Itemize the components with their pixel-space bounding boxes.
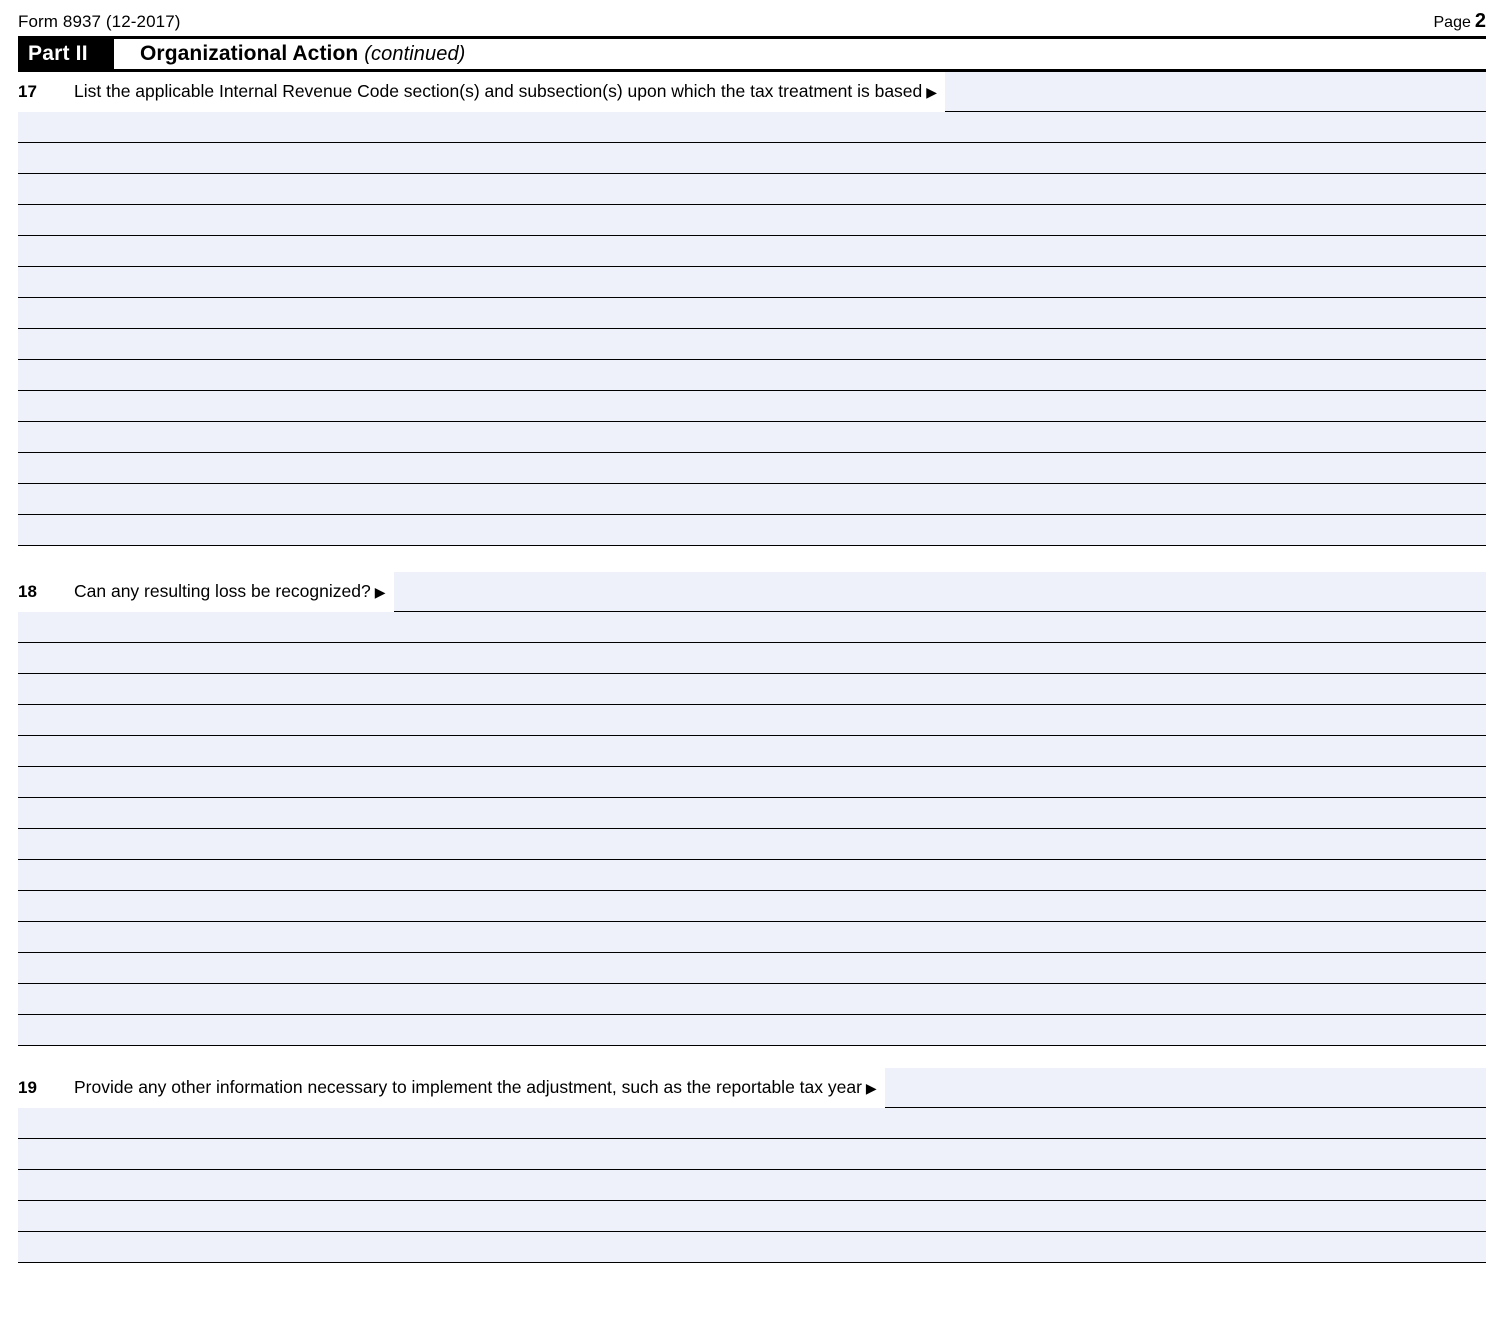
question-17-line-1[interactable] xyxy=(18,112,1486,143)
question-19-label: Provide any other information necessary to implement the adjustment, such as the reportable tax year xyxy=(74,1077,862,1097)
question-18-number: 18 xyxy=(18,582,37,601)
question-17-line-7[interactable] xyxy=(18,298,1486,329)
question-19-line-2[interactable] xyxy=(18,1139,1486,1170)
question-18-label: Can any resulting loss be recognized? xyxy=(74,581,371,601)
question-17-first-line xyxy=(18,72,1486,112)
question-17-line-2[interactable] xyxy=(18,143,1486,174)
question-18-line-8[interactable] xyxy=(18,829,1486,860)
question-17-number: 17 xyxy=(18,82,37,101)
part-title-continued: (continued) xyxy=(364,43,466,65)
arrow-icon: ▶ xyxy=(926,84,938,100)
question-18-line-12[interactable] xyxy=(18,953,1486,984)
question-19-text xyxy=(74,1076,877,1108)
question-19-first-line xyxy=(18,1068,1486,1108)
page-number: 2 xyxy=(1474,10,1486,32)
question-17-label: List the applicable Internal Revenue Code section(s) and subsection(s) upon which the tax treatment is based xyxy=(74,81,923,101)
question-19-line-3[interactable] xyxy=(18,1170,1486,1201)
question-18-line-9[interactable] xyxy=(18,860,1486,891)
question-19-input[interactable] xyxy=(885,1068,1486,1108)
question-17-line-14[interactable] xyxy=(18,515,1486,546)
page-number-label xyxy=(1434,10,1487,33)
question-18-text xyxy=(74,580,386,612)
question-18-line-10[interactable] xyxy=(18,891,1486,922)
question-17-line-8[interactable] xyxy=(18,329,1486,360)
part-tag: Part II xyxy=(18,39,114,69)
question-18-line-14[interactable] xyxy=(18,1015,1486,1046)
spacer-after-question-17 xyxy=(18,546,1486,572)
part-header-bar xyxy=(18,36,1486,72)
question-18-line-1[interactable] xyxy=(18,612,1486,643)
question-17-text xyxy=(74,80,937,112)
page-header xyxy=(18,0,1486,34)
question-19-line-5[interactable] xyxy=(18,1232,1486,1263)
part-title-text: Organizational Action xyxy=(140,42,359,65)
question-18-line-13[interactable] xyxy=(18,984,1486,1015)
question-17-line-12[interactable] xyxy=(18,453,1486,484)
question-17-input[interactable] xyxy=(945,72,1486,112)
question-18 xyxy=(18,572,1486,1046)
arrow-icon: ▶ xyxy=(865,1080,877,1096)
question-19 xyxy=(18,1068,1486,1263)
page-word: Page xyxy=(1433,14,1471,31)
question-18-line-7[interactable] xyxy=(18,798,1486,829)
question-19-number: 19 xyxy=(18,1078,37,1097)
question-18-line-3[interactable] xyxy=(18,674,1486,705)
question-18-line-4[interactable] xyxy=(18,705,1486,736)
part-title xyxy=(114,39,465,69)
question-17-line-6[interactable] xyxy=(18,267,1486,298)
question-17-line-5[interactable] xyxy=(18,236,1486,267)
question-19-line-4[interactable] xyxy=(18,1201,1486,1232)
question-18-input[interactable] xyxy=(394,572,1487,612)
question-17-line-3[interactable] xyxy=(18,174,1486,205)
question-17-line-10[interactable] xyxy=(18,391,1486,422)
question-19-line-1[interactable] xyxy=(18,1108,1486,1139)
question-17-line-4[interactable] xyxy=(18,205,1486,236)
arrow-icon: ▶ xyxy=(374,584,386,600)
question-17-line-13[interactable] xyxy=(18,484,1486,515)
question-18-line-11[interactable] xyxy=(18,922,1486,953)
question-17-line-9[interactable] xyxy=(18,360,1486,391)
question-18-line-5[interactable] xyxy=(18,736,1486,767)
question-17-line-11[interactable] xyxy=(18,422,1486,453)
question-18-first-line xyxy=(18,572,1486,612)
form-identifier: Form 8937 (12-2017) xyxy=(18,12,181,31)
question-17 xyxy=(18,72,1486,546)
question-18-line-6[interactable] xyxy=(18,767,1486,798)
question-18-line-2[interactable] xyxy=(18,643,1486,674)
spacer-after-question-18 xyxy=(18,1046,1486,1068)
